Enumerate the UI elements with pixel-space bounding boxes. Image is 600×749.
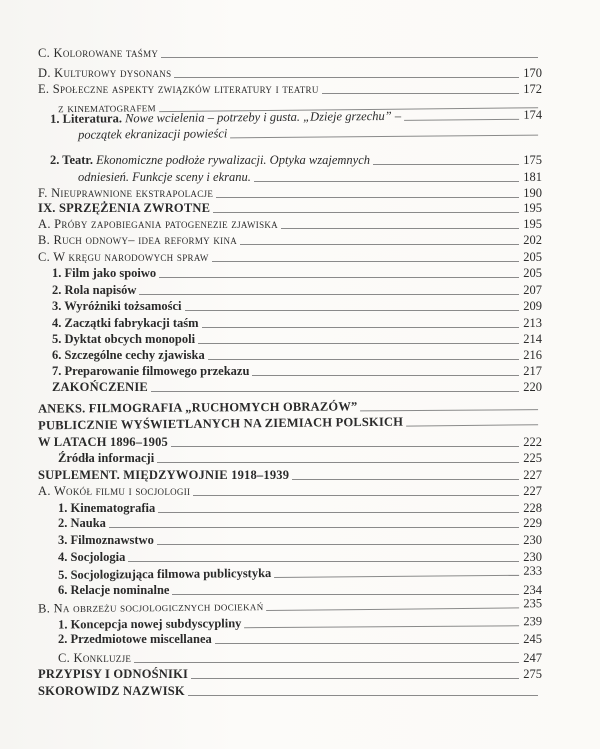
toc-entry-title: 1. Film jako spoiwo bbox=[52, 266, 157, 280]
toc-entry-title: C. Konkluzje bbox=[58, 651, 132, 665]
leader-line bbox=[252, 375, 519, 376]
toc-entry-title: PUBLICZNIE WYŚWIETLANYCH NA ZIEMIACH POLSKICH bbox=[38, 414, 404, 433]
leader-line bbox=[139, 294, 519, 295]
toc-entry-title: PRZYPISY I ODNOŚNIKI bbox=[38, 667, 189, 681]
toc-entry-title: F. Nieuprawnione ekstrapolacje bbox=[38, 186, 214, 200]
toc-entry-title: 4. Socjologia bbox=[58, 550, 126, 564]
toc-entry-label bbox=[38, 415, 403, 434]
leader-line bbox=[191, 678, 519, 679]
leader-line bbox=[185, 310, 519, 311]
toc-entry-title: początek ekranizacji powieści bbox=[78, 126, 228, 142]
toc-entry-page: 216 bbox=[523, 348, 542, 362]
toc-entry-label bbox=[50, 109, 401, 127]
leader-line bbox=[373, 164, 519, 165]
toc-entry-label bbox=[58, 632, 212, 647]
toc-entry-label bbox=[58, 566, 271, 583]
leader-line bbox=[171, 446, 519, 447]
toc-entry-number: 1. bbox=[50, 111, 63, 126]
toc-entry bbox=[0, 398, 542, 416]
toc-entry-label bbox=[52, 348, 205, 363]
leader-line bbox=[193, 495, 519, 496]
toc-entry-title: B. Na obrzeżu socjologicznych dociekań bbox=[38, 599, 264, 616]
toc-entry-title: SKOROWIDZ NAZWISK bbox=[38, 684, 185, 698]
toc-entry-label bbox=[52, 299, 182, 314]
leader-line bbox=[198, 343, 519, 344]
toc-entry-title: C. W kręgu narodowych spraw bbox=[38, 250, 209, 264]
toc-entry-page: 234 bbox=[523, 583, 542, 597]
toc-entry-page: 229 bbox=[523, 516, 542, 530]
leader-line bbox=[406, 424, 538, 426]
toc-entry-page: 205 bbox=[523, 250, 542, 264]
leader-line bbox=[292, 479, 519, 480]
leader-line bbox=[151, 391, 519, 392]
leader-line bbox=[240, 244, 519, 245]
leader-line bbox=[254, 181, 519, 182]
toc-entry-page: 174 bbox=[523, 107, 543, 122]
toc-entry-subtitle: Nowe wcielenia – potrzeby i gusta. „Dzieje grzechu” – bbox=[121, 108, 402, 126]
toc-entry-label bbox=[38, 684, 185, 699]
toc-entry-title: 1. Koncepcja nowej subdyscypliny bbox=[58, 616, 242, 632]
toc-entry-page: 227 bbox=[523, 484, 542, 498]
toc-entry-label bbox=[58, 616, 241, 632]
toc-entry-label bbox=[38, 399, 358, 416]
toc-entry-page: 230 bbox=[523, 550, 542, 564]
toc-entry-page: 205 bbox=[523, 266, 542, 280]
toc-entry-number: 2. bbox=[50, 153, 63, 167]
leader-line bbox=[202, 327, 519, 328]
toc-entry-page: 230 bbox=[523, 533, 542, 547]
toc-entry-page: 175 bbox=[523, 153, 542, 167]
toc-entry-label bbox=[58, 451, 154, 466]
toc-entry-label bbox=[52, 380, 148, 395]
leader-line bbox=[215, 643, 519, 644]
leader-line bbox=[322, 93, 519, 94]
toc-entry-label bbox=[38, 250, 209, 265]
leader-line bbox=[244, 625, 519, 628]
leader-line bbox=[158, 512, 519, 513]
toc-entry-label bbox=[52, 283, 136, 298]
leader-line bbox=[157, 544, 519, 545]
toc-entry-title: 5. Dyktat obcych monopoli bbox=[52, 332, 196, 346]
toc-entry-title: odniesień. Funkcje sceny i ekranu. bbox=[78, 170, 251, 184]
toc-entry-title: 5. Socjologizująca filmowa publicystyka bbox=[58, 565, 272, 582]
toc-entry-title: 2. Rola napisów bbox=[52, 283, 137, 297]
toc-entry-page: 220 bbox=[523, 380, 542, 394]
toc-entry-title: SUPLEMENT. MIĘDZYWOJNIE 1918–1939 bbox=[38, 468, 290, 482]
toc-entry-label bbox=[52, 316, 199, 331]
leader-line bbox=[208, 359, 519, 360]
toc-entry-page: 239 bbox=[523, 614, 543, 629]
toc-entry-title: 3. Filmoznawstwo bbox=[58, 533, 154, 547]
toc-entry-title: Literatura. bbox=[62, 111, 122, 126]
toc-entry-page: 213 bbox=[523, 316, 542, 330]
toc-entry-title: A. Wokół filmu i socjologii bbox=[38, 484, 191, 498]
toc-entry-label bbox=[38, 186, 213, 201]
toc-entry-title: 6. Relacje nominalne bbox=[58, 583, 170, 597]
toc-entry-label bbox=[38, 468, 289, 483]
toc-entry-page: 235 bbox=[523, 596, 543, 611]
toc-entry-label bbox=[38, 484, 190, 499]
toc-entry-page: 225 bbox=[523, 451, 542, 465]
toc-entry-title: z kinematografem bbox=[58, 100, 156, 116]
leader-line bbox=[404, 119, 519, 121]
toc-entry-title: C. Kolorowane taśmy bbox=[38, 46, 159, 60]
toc-entry-label bbox=[38, 599, 264, 616]
toc-entry-page: 214 bbox=[523, 332, 542, 346]
toc-entry-page: 217 bbox=[523, 364, 542, 378]
toc-entry-label bbox=[58, 550, 125, 565]
toc-entry-title: A. Próby zapobiegania patogenezie zjawiska bbox=[38, 217, 278, 231]
leader-line bbox=[157, 462, 519, 463]
toc-entry-label bbox=[50, 153, 370, 168]
leader-line bbox=[128, 561, 519, 562]
toc-entry-label bbox=[58, 516, 106, 531]
toc-entry-title: E. Społeczne aspekty związków literatury i teatru bbox=[38, 82, 319, 96]
toc-entry-title: W LATACH 1896–1905 bbox=[38, 435, 168, 449]
leader-line bbox=[172, 594, 519, 595]
toc-entry-page: 275 bbox=[523, 667, 542, 681]
toc-entry-label bbox=[38, 46, 158, 61]
leader-line bbox=[213, 212, 519, 213]
toc-entry-page: 245 bbox=[523, 632, 542, 646]
toc-entry-page: 190 bbox=[523, 186, 542, 200]
leader-line bbox=[174, 77, 519, 78]
toc-entry-title: D. Kulturowy dysonans bbox=[38, 66, 172, 80]
leader-line bbox=[109, 527, 519, 528]
toc-entry-label bbox=[78, 126, 227, 142]
toc-entry-title: 6. Szczególne cechy zjawiska bbox=[52, 348, 205, 362]
toc-entry-page: 195 bbox=[523, 201, 542, 215]
toc-entry-title: 4. Zaczątki fabrykacji taśm bbox=[52, 316, 199, 330]
toc-entry-label bbox=[52, 266, 156, 281]
toc-entry-label bbox=[38, 82, 319, 97]
toc-entry-page: 202 bbox=[523, 233, 542, 247]
toc-entry-title: Teatr. bbox=[62, 153, 93, 167]
leader-line bbox=[230, 135, 538, 139]
leader-line bbox=[216, 197, 519, 198]
toc-entry-title: ZAKOŃCZENIE bbox=[52, 380, 148, 394]
toc-entry-label bbox=[58, 651, 131, 666]
toc-entry-page: 247 bbox=[523, 651, 542, 665]
toc-entry-label bbox=[52, 364, 249, 379]
toc-entry-title: 3. Wyróżniki tożsamości bbox=[52, 299, 182, 313]
toc-entry-page: 222 bbox=[523, 435, 542, 449]
leader-line bbox=[188, 695, 538, 696]
leader-line bbox=[281, 228, 519, 229]
toc-entry-page: 181 bbox=[523, 170, 542, 184]
leader-line bbox=[212, 261, 519, 262]
toc-entry-page: 227 bbox=[523, 468, 542, 482]
toc-entry-title: B. Ruch odnowy– idea reformy kina bbox=[38, 233, 238, 247]
leader-line bbox=[266, 607, 519, 611]
toc-entry-page: 207 bbox=[523, 283, 542, 297]
toc-entry-label bbox=[38, 233, 237, 248]
toc-entry-label bbox=[58, 583, 169, 598]
toc-entry-label bbox=[38, 435, 168, 450]
toc-entry-page: 172 bbox=[523, 82, 542, 96]
toc-entry-page: 233 bbox=[523, 563, 543, 578]
leader-line bbox=[274, 575, 519, 578]
toc-entry-label bbox=[38, 66, 171, 81]
toc-entry-title: 1. Kinematografia bbox=[58, 501, 156, 515]
toc-entry-title: ANEKS. FILMOGRAFIA „RUCHOMYCH OBRAZÓW” bbox=[38, 399, 358, 416]
toc-entry-label bbox=[58, 533, 154, 548]
toc-entry-title: IX. SPRZĘŻENIA ZWROTNE bbox=[38, 201, 211, 215]
toc-entry-page: 170 bbox=[523, 66, 542, 80]
toc-entry-title: 7. Preparowanie filmowego przekazu bbox=[52, 364, 250, 378]
toc-entry-label bbox=[38, 217, 278, 232]
toc-entry-title: Źródła informacji bbox=[58, 451, 155, 465]
leader-line bbox=[161, 57, 538, 58]
toc-entry-label bbox=[38, 667, 188, 682]
toc-entry-page: 195 bbox=[523, 217, 542, 231]
toc-entry-label bbox=[38, 201, 210, 216]
toc-entry-label bbox=[52, 332, 195, 347]
toc-entry-page: 209 bbox=[523, 299, 542, 313]
toc-entry-label bbox=[58, 501, 155, 516]
toc-entry-label bbox=[78, 170, 251, 185]
leader-line bbox=[360, 409, 538, 411]
toc-entry-page: 228 bbox=[523, 501, 542, 515]
toc-entry-title: 2. Przedmiotowe miscellanea bbox=[58, 632, 212, 646]
leader-line bbox=[159, 277, 519, 278]
leader-line bbox=[134, 662, 519, 663]
toc-entry-subtitle: Ekonomiczne podłoże rywalizacji. Optyka wzajemnych bbox=[92, 153, 370, 167]
toc-entry-title: 2. Nauka bbox=[58, 516, 106, 530]
